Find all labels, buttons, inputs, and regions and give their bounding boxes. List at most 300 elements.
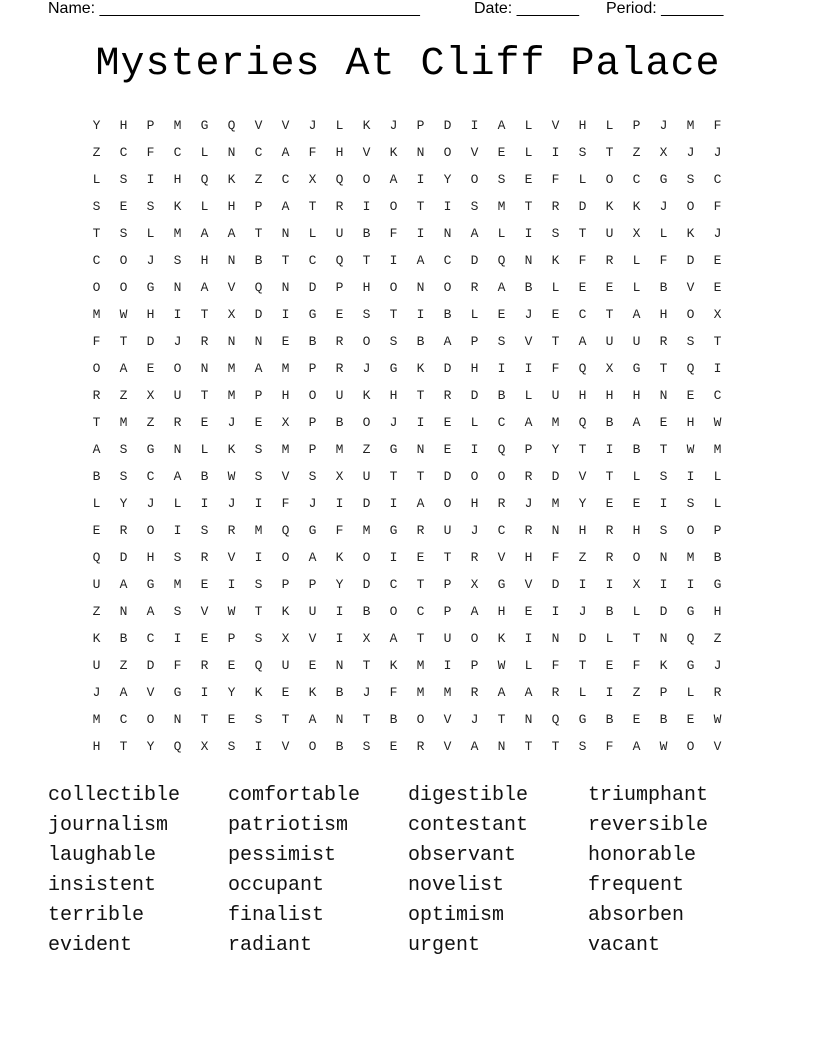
grid-letter: S: [362, 739, 371, 754]
grid-letter: N: [443, 226, 452, 241]
grid-letter: N: [281, 280, 290, 295]
word-list-item: patriotism: [228, 814, 349, 837]
grid-letter: T: [497, 712, 506, 727]
grid-row: [83, 493, 731, 520]
grid-letter: I: [551, 145, 560, 160]
grid-letter: I: [578, 577, 587, 592]
grid-letter: N: [173, 712, 182, 727]
grid-letter: A: [308, 712, 317, 727]
grid-letter: T: [524, 739, 533, 754]
grid-letter: K: [659, 658, 668, 673]
grid-letter: A: [119, 361, 128, 376]
grid-letter: Z: [362, 442, 371, 457]
grid-letter: J: [659, 118, 668, 133]
grid-letter: H: [146, 550, 155, 565]
grid-letter: B: [659, 280, 668, 295]
grid-letter: I: [443, 199, 452, 214]
grid-letter: E: [227, 712, 236, 727]
grid-letter: T: [389, 307, 398, 322]
grid-letter: A: [416, 253, 425, 268]
grid-letter: I: [335, 604, 344, 619]
grid-letter: Y: [551, 442, 560, 457]
word-list-item: observant: [408, 844, 517, 867]
grid-letter: R: [605, 523, 614, 538]
word-list-item: occupant: [228, 874, 325, 897]
grid-letter: G: [308, 523, 317, 538]
grid-letter: O: [362, 172, 371, 187]
grid-letter: T: [119, 739, 128, 754]
grid-letter: I: [173, 523, 182, 538]
grid-letter: O: [443, 280, 452, 295]
grid-row: [83, 655, 731, 682]
grid-letter: M: [713, 442, 722, 457]
grid-letter: W: [713, 415, 722, 430]
grid-letter: R: [416, 739, 425, 754]
grid-letter: L: [308, 226, 317, 241]
grid-letter: O: [686, 199, 695, 214]
grid-letter: G: [713, 577, 722, 592]
grid-letter: V: [497, 550, 506, 565]
grid-letter: L: [200, 145, 209, 160]
grid-letter: Q: [578, 415, 587, 430]
grid-letter: L: [578, 172, 587, 187]
grid-letter: P: [227, 631, 236, 646]
grid-letter: S: [497, 172, 506, 187]
grid-letter: B: [308, 334, 317, 349]
grid-letter: L: [92, 496, 101, 511]
grid-letter: I: [713, 361, 722, 376]
grid-letter: G: [308, 307, 317, 322]
grid-letter: W: [659, 739, 668, 754]
grid-letter: M: [227, 388, 236, 403]
grid-letter: Y: [146, 739, 155, 754]
grid-letter: S: [119, 469, 128, 484]
grid-letter: G: [389, 523, 398, 538]
grid-letter: X: [362, 631, 371, 646]
grid-letter: F: [551, 550, 560, 565]
grid-letter: L: [524, 118, 533, 133]
grid-letter: M: [173, 577, 182, 592]
grid-letter: D: [470, 253, 479, 268]
word-list-item: pessimist: [228, 844, 337, 867]
grid-letter: J: [713, 145, 722, 160]
grid-letter: S: [686, 496, 695, 511]
grid-letter: W: [227, 604, 236, 619]
grid-letter: J: [713, 226, 722, 241]
grid-letter: Q: [335, 253, 344, 268]
grid-letter: F: [92, 334, 101, 349]
grid-letter: X: [281, 631, 290, 646]
grid-letter: C: [713, 172, 722, 187]
grid-letter: I: [416, 415, 425, 430]
name-field-label: Name: ____________________________________: [48, 0, 420, 17]
word-list-item: vacant: [588, 934, 661, 957]
grid-letter: L: [470, 415, 479, 430]
grid-row: [83, 520, 731, 547]
grid-letter: O: [119, 280, 128, 295]
grid-letter: T: [308, 199, 317, 214]
grid-letter: C: [173, 145, 182, 160]
grid-letter: I: [173, 631, 182, 646]
word-list-item: absorben: [588, 904, 685, 927]
grid-letter: O: [308, 739, 317, 754]
grid-letter: S: [254, 469, 263, 484]
grid-letter: L: [524, 388, 533, 403]
grid-letter: O: [92, 361, 101, 376]
grid-letter: G: [497, 577, 506, 592]
grid-letter: J: [173, 334, 182, 349]
grid-letter: V: [254, 118, 263, 133]
grid-letter: R: [200, 550, 209, 565]
grid-letter: M: [119, 415, 128, 430]
grid-letter: S: [659, 523, 668, 538]
grid-letter: C: [497, 523, 506, 538]
grid-letter: I: [605, 577, 614, 592]
grid-letter: X: [281, 415, 290, 430]
grid-letter: T: [443, 550, 452, 565]
grid-letter: F: [659, 253, 668, 268]
grid-letter: T: [551, 739, 560, 754]
grid-row: [83, 439, 731, 466]
grid-letter: I: [389, 253, 398, 268]
grid-letter: P: [470, 658, 479, 673]
grid-letter: T: [389, 469, 398, 484]
grid-letter: A: [389, 172, 398, 187]
grid-letter: J: [227, 496, 236, 511]
grid-letter: N: [659, 550, 668, 565]
grid-letter: S: [173, 253, 182, 268]
grid-letter: T: [578, 226, 587, 241]
grid-letter: W: [713, 712, 722, 727]
grid-letter: Z: [632, 145, 641, 160]
grid-letter: F: [308, 145, 317, 160]
grid-letter: X: [200, 739, 209, 754]
grid-letter: N: [416, 442, 425, 457]
grid-letter: M: [551, 496, 560, 511]
grid-letter: R: [200, 334, 209, 349]
grid-letter: G: [146, 280, 155, 295]
word-column: [48, 782, 228, 962]
grid-letter: X: [605, 361, 614, 376]
grid-letter: P: [308, 415, 317, 430]
grid-letter: D: [659, 604, 668, 619]
grid-letter: T: [416, 631, 425, 646]
grid-row: [83, 682, 731, 709]
grid-letter: R: [335, 361, 344, 376]
grid-letter: F: [713, 199, 722, 214]
grid-row: [83, 142, 731, 169]
grid-letter: W: [686, 442, 695, 457]
grid-letter: Q: [686, 361, 695, 376]
grid-letter: R: [335, 199, 344, 214]
grid-letter: O: [497, 469, 506, 484]
grid-letter: S: [119, 442, 128, 457]
grid-letter: G: [146, 577, 155, 592]
grid-letter: L: [200, 442, 209, 457]
grid-letter: A: [524, 685, 533, 700]
grid-letter: J: [524, 496, 533, 511]
grid-letter: J: [470, 523, 479, 538]
grid-letter: K: [254, 685, 263, 700]
grid-letter: X: [146, 388, 155, 403]
grid-row: [83, 250, 731, 277]
grid-letter: A: [524, 415, 533, 430]
grid-letter: M: [335, 442, 344, 457]
grid-letter: I: [254, 550, 263, 565]
grid-letter: H: [389, 388, 398, 403]
grid-letter: J: [389, 415, 398, 430]
grid-letter: T: [281, 253, 290, 268]
grid-letter: K: [362, 118, 371, 133]
grid-letter: T: [416, 199, 425, 214]
word-column: [588, 782, 768, 962]
grid-letter: I: [362, 199, 371, 214]
grid-letter: H: [713, 604, 722, 619]
grid-letter: Q: [200, 172, 209, 187]
grid-letter: R: [470, 685, 479, 700]
grid-letter: H: [173, 172, 182, 187]
grid-letter: L: [632, 253, 641, 268]
grid-letter: N: [524, 253, 533, 268]
grid-letter: N: [659, 631, 668, 646]
grid-letter: S: [308, 469, 317, 484]
grid-letter: T: [578, 658, 587, 673]
grid-row: [83, 115, 731, 142]
grid-letter: X: [470, 577, 479, 592]
grid-letter: A: [227, 226, 236, 241]
grid-letter: E: [578, 280, 587, 295]
grid-letter: B: [605, 604, 614, 619]
grid-letter: G: [173, 685, 182, 700]
grid-letter: T: [281, 712, 290, 727]
grid-letter: J: [659, 199, 668, 214]
grid-letter: O: [389, 280, 398, 295]
grid-letter: N: [227, 334, 236, 349]
grid-letter: D: [119, 550, 128, 565]
word-list-item: collectible: [48, 784, 181, 807]
grid-letter: R: [443, 388, 452, 403]
grid-letter: B: [362, 604, 371, 619]
grid-letter: R: [551, 685, 560, 700]
grid-row: [83, 574, 731, 601]
grid-letter: B: [605, 415, 614, 430]
grid-letter: T: [119, 334, 128, 349]
grid-letter: E: [308, 658, 317, 673]
grid-letter: X: [713, 307, 722, 322]
grid-letter: H: [632, 523, 641, 538]
grid-letter: S: [227, 739, 236, 754]
grid-letter: M: [416, 685, 425, 700]
grid-letter: V: [200, 604, 209, 619]
grid-letter: Q: [92, 550, 101, 565]
grid-letter: I: [686, 469, 695, 484]
header: [48, 0, 748, 20]
grid-letter: E: [605, 280, 614, 295]
grid-letter: B: [335, 415, 344, 430]
grid-letter: F: [551, 172, 560, 187]
grid-letter: S: [119, 226, 128, 241]
grid-letter: J: [92, 685, 101, 700]
grid-letter: T: [254, 226, 263, 241]
grid-row: [83, 385, 731, 412]
grid-letter: W: [119, 307, 128, 322]
grid-letter: F: [632, 658, 641, 673]
grid-letter: K: [173, 199, 182, 214]
word-list-item: finalist: [228, 904, 325, 927]
grid-letter: Q: [686, 631, 695, 646]
grid-letter: P: [713, 523, 722, 538]
grid-letter: E: [632, 496, 641, 511]
grid-letter: N: [173, 442, 182, 457]
grid-letter: K: [497, 631, 506, 646]
grid-letter: Q: [497, 253, 506, 268]
grid-letter: T: [416, 388, 425, 403]
grid-letter: V: [443, 739, 452, 754]
grid-letter: S: [119, 172, 128, 187]
grid-letter: E: [227, 658, 236, 673]
grid-letter: V: [146, 685, 155, 700]
grid-letter: E: [416, 550, 425, 565]
grid-letter: N: [416, 280, 425, 295]
grid-letter: M: [443, 685, 452, 700]
grid-letter: V: [713, 739, 722, 754]
grid-letter: B: [335, 739, 344, 754]
grid-letter: T: [605, 307, 614, 322]
grid-letter: M: [497, 199, 506, 214]
grid-letter: J: [362, 361, 371, 376]
grid-letter: I: [227, 577, 236, 592]
grid-letter: U: [92, 577, 101, 592]
grid-letter: O: [389, 199, 398, 214]
grid-letter: S: [146, 199, 155, 214]
grid-letter: Z: [92, 145, 101, 160]
grid-letter: I: [389, 496, 398, 511]
grid-letter: H: [605, 388, 614, 403]
grid-letter: Z: [254, 172, 263, 187]
grid-letter: F: [713, 118, 722, 133]
grid-letter: O: [470, 631, 479, 646]
grid-letter: U: [362, 469, 371, 484]
grid-letter: H: [200, 253, 209, 268]
grid-row: [83, 709, 731, 736]
grid-letter: D: [362, 496, 371, 511]
grid-letter: P: [254, 199, 263, 214]
grid-letter: Z: [713, 631, 722, 646]
grid-letter: I: [497, 361, 506, 376]
grid-letter: B: [416, 334, 425, 349]
grid-letter: Z: [146, 415, 155, 430]
grid-letter: O: [362, 415, 371, 430]
grid-letter: I: [524, 226, 533, 241]
grid-letter: R: [659, 334, 668, 349]
grid-letter: B: [335, 685, 344, 700]
grid-letter: Q: [551, 712, 560, 727]
grid-letter: R: [92, 388, 101, 403]
grid-letter: N: [659, 388, 668, 403]
grid-letter: L: [659, 226, 668, 241]
grid-letter: P: [443, 577, 452, 592]
grid-letter: X: [335, 469, 344, 484]
word-list-item: terrible: [48, 904, 145, 927]
grid-letter: Y: [119, 496, 128, 511]
grid-letter: V: [281, 739, 290, 754]
grid-letter: L: [524, 145, 533, 160]
grid-letter: P: [470, 334, 479, 349]
grid-letter: Y: [227, 685, 236, 700]
grid-letter: J: [524, 307, 533, 322]
grid-letter: S: [362, 307, 371, 322]
grid-letter: I: [335, 496, 344, 511]
grid-letter: M: [227, 361, 236, 376]
grid-letter: Z: [119, 658, 128, 673]
grid-row: [83, 412, 731, 439]
word-list-item: contestant: [408, 814, 529, 837]
grid-letter: Q: [227, 118, 236, 133]
grid-letter: H: [524, 550, 533, 565]
grid-letter: J: [362, 685, 371, 700]
grid-letter: Q: [254, 658, 263, 673]
grid-letter: M: [92, 712, 101, 727]
page-title: Mysteries At Cliff Palace: [95, 42, 721, 87]
grid-letter: U: [173, 388, 182, 403]
grid-letter: C: [443, 253, 452, 268]
grid-letter: R: [551, 199, 560, 214]
grid-letter: A: [389, 631, 398, 646]
grid-letter: Y: [335, 577, 344, 592]
grid-letter: A: [632, 307, 641, 322]
grid-letter: Z: [119, 388, 128, 403]
grid-letter: A: [281, 145, 290, 160]
grid-letter: V: [524, 334, 533, 349]
grid-letter: P: [335, 280, 344, 295]
grid-letter: R: [605, 253, 614, 268]
grid-letter: C: [254, 145, 263, 160]
grid-letter: T: [200, 712, 209, 727]
grid-letter: J: [227, 415, 236, 430]
grid-letter: R: [335, 334, 344, 349]
grid-letter: P: [254, 388, 263, 403]
grid-letter: K: [281, 604, 290, 619]
grid-letter: D: [146, 658, 155, 673]
grid-letter: N: [200, 361, 209, 376]
grid-letter: E: [632, 712, 641, 727]
grid-letter: G: [146, 442, 155, 457]
grid-letter: T: [362, 712, 371, 727]
grid-letter: B: [362, 226, 371, 241]
grid-letter: L: [686, 685, 695, 700]
grid-letter: R: [173, 415, 182, 430]
grid-letter: D: [443, 118, 452, 133]
grid-letter: B: [443, 307, 452, 322]
grid-letter: H: [92, 739, 101, 754]
grid-letter: M: [173, 118, 182, 133]
grid-letter: Q: [497, 442, 506, 457]
grid-letter: G: [686, 604, 695, 619]
grid-letter: C: [281, 172, 290, 187]
grid-letter: K: [416, 361, 425, 376]
grid-letter: O: [605, 172, 614, 187]
grid-letter: D: [551, 577, 560, 592]
grid-letter: T: [200, 307, 209, 322]
grid-letter: L: [578, 685, 587, 700]
grid-letter: N: [227, 253, 236, 268]
grid-letter: C: [308, 253, 317, 268]
grid-letter: H: [497, 604, 506, 619]
grid-letter: C: [146, 469, 155, 484]
grid-letter: A: [200, 280, 209, 295]
grid-letter: Q: [335, 172, 344, 187]
grid-letter: N: [551, 631, 560, 646]
